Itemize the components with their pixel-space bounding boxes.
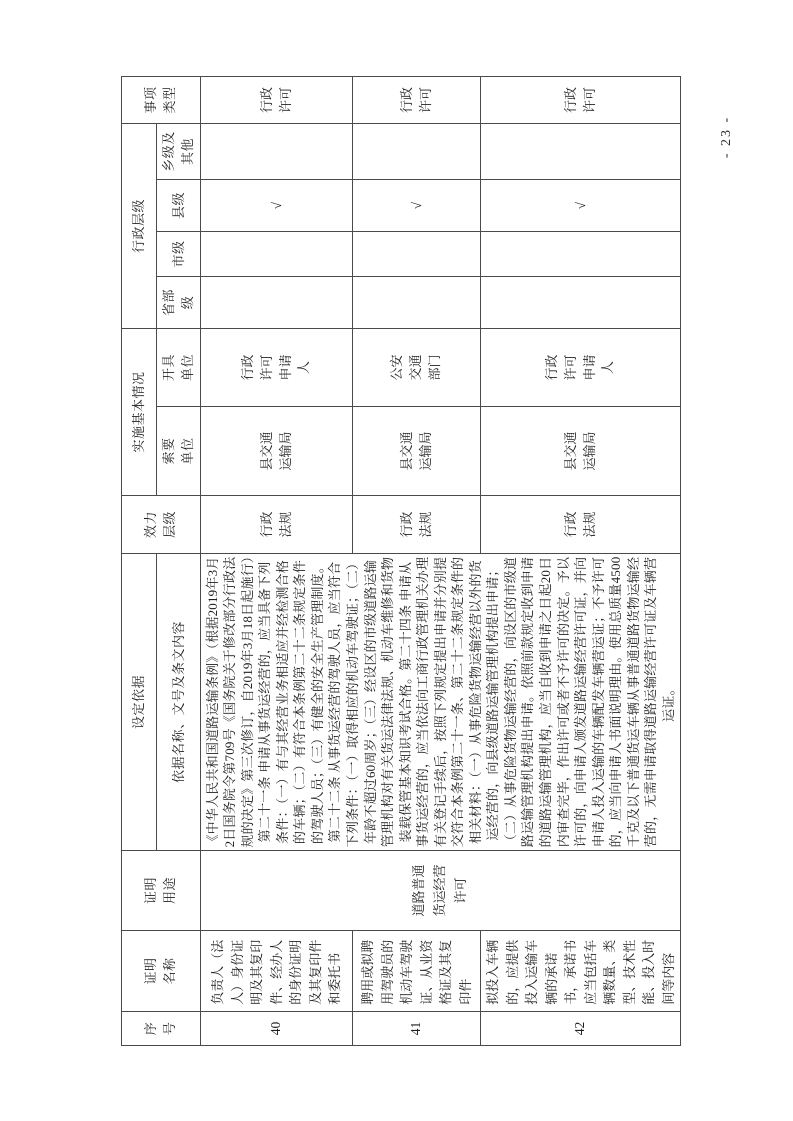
cell-province-41 <box>353 276 481 328</box>
header-certificate-purpose <box>122 851 201 931</box>
cell-requesting-40 <box>201 407 353 496</box>
header-city-level: 市级 <box>157 231 201 276</box>
header-issuing-unit <box>157 328 201 406</box>
cell-purpose-text: 道路普通货运经营许可 <box>411 864 468 917</box>
cell-type-42-text: 行政许可 <box>562 86 597 113</box>
cell-serial-42: 42 <box>481 1012 681 1046</box>
cell-effect-40-text: 行政法规 <box>258 511 293 538</box>
cell-issuing-42 <box>481 328 681 406</box>
cell-name-42-text: 拟投入车辆的，应提供投入运输车辆的承诺书，承诺书应当包括车辆数量、类型、技术性能、投入时间等内容 <box>485 939 676 1005</box>
cell-type-41-text: 行政许可 <box>398 86 433 113</box>
cell-requesting-42 <box>481 407 681 496</box>
header-implementation-group: 实施基本情况 <box>122 328 157 495</box>
cell-effect-41 <box>353 496 481 554</box>
cell-city-41 <box>353 231 481 276</box>
header-requesting-unit <box>157 407 201 496</box>
cell-effect-42-text: 行政法规 <box>562 511 597 538</box>
cell-name-41 <box>353 931 481 1012</box>
cell-type-40 <box>201 76 353 123</box>
header-township-level-label: 乡级及其他 <box>160 131 195 172</box>
header-serial-number-label: 序号 <box>143 1021 177 1036</box>
cell-effect-40 <box>201 496 353 554</box>
header-province-level-label: 省部级 <box>160 288 195 316</box>
header-county-level: 县级 <box>157 179 201 231</box>
cell-name-40 <box>201 931 353 1012</box>
cell-effect-41-text: 行政法规 <box>398 511 433 538</box>
header-row-groups <box>122 76 157 1045</box>
cell-county-42-checkmark: √ <box>481 179 681 231</box>
cell-serial-40: 40 <box>201 1012 353 1046</box>
cell-issuing-40-text: 行政许可申请人 <box>239 354 312 381</box>
cell-city-42 <box>481 231 681 276</box>
rotated-table-container <box>121 77 676 1046</box>
cell-township-40 <box>201 123 353 179</box>
page-number: - 23 - <box>719 115 734 159</box>
cell-requesting-42-text: 县交通运输局 <box>562 431 597 471</box>
cell-basis-merged: 《中华人民共和国道路运输条例》（根据2019年3月2日国务院令第709号《国务院关于修改部分行政法规的决定》第三次修订，自2019年3月18日起施行）第二十一条 申请从事货运经营的，应当具备下列条件：（一）有与其经营业务相适应并经检测合格的车辆；（二）有符合本条例第二十二条规定条件的驾驶人员；（三）有健全的安全生产管理制度。第二十二条 从事货运经营的驾驶人员，应当符合下列条件：（一）取得相应的机动车驾驶证；（二）年龄不超过60周岁；（三）经设区的市级道路运输管理机构对有关货运法律法规、机动车维修和货物装载保管基本知识考试合格。第二十四条 申请从事货运经营的，应当依法向工商行政管理机关办理有关登记手续后，按照下列规定提出申请并分别提交符合本条例第二十一条、第二十二条规定条件的相关材料：（一）从事危险货物运输经营以外的货运经营的，向县级道路运输管理机构提出申请；（二）从事危险货物运输经营的，向设区的市级道路运输管理机构提出申请。依照前款规定收到申请的道路运输管理机构，应当自收到申请之日起20日内审查完毕，作出许可或者不予许可的决定。予以许可的，向申请人颁发道路运输经营许可证，并向申请人投入运输的车辆配发车辆营运证；不予许可的，应当向申请人书面说明理由。使用总质量4500千克及以下普通货运车辆从事普通道路货物运输经营的，无需申请取得道路运输经营许可证及车辆营运证。 <box>201 554 681 851</box>
cell-township-41 <box>353 123 481 179</box>
header-effect-level <box>122 496 201 554</box>
certificate-items-table <box>121 76 681 1046</box>
cell-purpose-merged <box>201 851 681 931</box>
header-setting-basis-group: 设定依据 <box>122 554 157 851</box>
header-issuing-unit-label: 开具单位 <box>160 353 195 381</box>
cell-county-41-checkmark: √ <box>353 179 481 231</box>
header-serial-number <box>122 1012 201 1046</box>
cell-type-42 <box>481 76 681 123</box>
cell-name-40-text: 负责人（法人）身份证明及其复印件、经办人的身份证明及其复印件和委托书 <box>210 939 343 1005</box>
cell-type-41 <box>353 76 481 123</box>
table-row-40 <box>201 76 353 1045</box>
cell-requesting-41 <box>353 407 481 496</box>
cell-county-40-checkmark: √ <box>201 179 353 231</box>
header-item-type-label: 事项类型 <box>143 86 177 114</box>
cell-type-40-text: 行政许可 <box>258 86 293 113</box>
cell-name-42 <box>481 931 681 1012</box>
header-certificate-name-label: 证明名称 <box>143 957 177 985</box>
header-requesting-unit-label: 索要单位 <box>160 437 195 465</box>
cell-province-40 <box>201 276 353 328</box>
cell-serial-41: 41 <box>353 1012 481 1046</box>
header-effect-level-label: 效力层级 <box>143 511 177 539</box>
cell-name-41-text: 聘用或拟聘用驾驶员的机动车驾驶证、从业资格证及其复印件 <box>360 939 473 1005</box>
cell-issuing-41-text: 公安交通部门 <box>389 354 442 381</box>
cell-issuing-40 <box>201 328 353 406</box>
header-item-type <box>122 76 201 123</box>
cell-province-42 <box>481 276 681 328</box>
cell-city-40 <box>201 231 353 276</box>
header-township-level <box>157 123 201 179</box>
cell-requesting-41-text: 县交通运输局 <box>398 431 433 471</box>
header-admin-level-group: 行政层级 <box>122 123 157 328</box>
cell-township-42 <box>481 123 681 179</box>
cell-effect-42 <box>481 496 681 554</box>
header-province-level <box>157 276 201 328</box>
cell-issuing-41 <box>353 328 481 406</box>
header-certificate-name <box>122 931 201 1012</box>
header-basis-detail: 依据名称、文号及条文内容 <box>157 554 201 851</box>
header-certificate-purpose-label: 证明用途 <box>143 877 177 905</box>
cell-requesting-40-text: 县交通运输局 <box>258 431 293 471</box>
cell-issuing-42-text: 行政许可申请人 <box>543 354 616 381</box>
